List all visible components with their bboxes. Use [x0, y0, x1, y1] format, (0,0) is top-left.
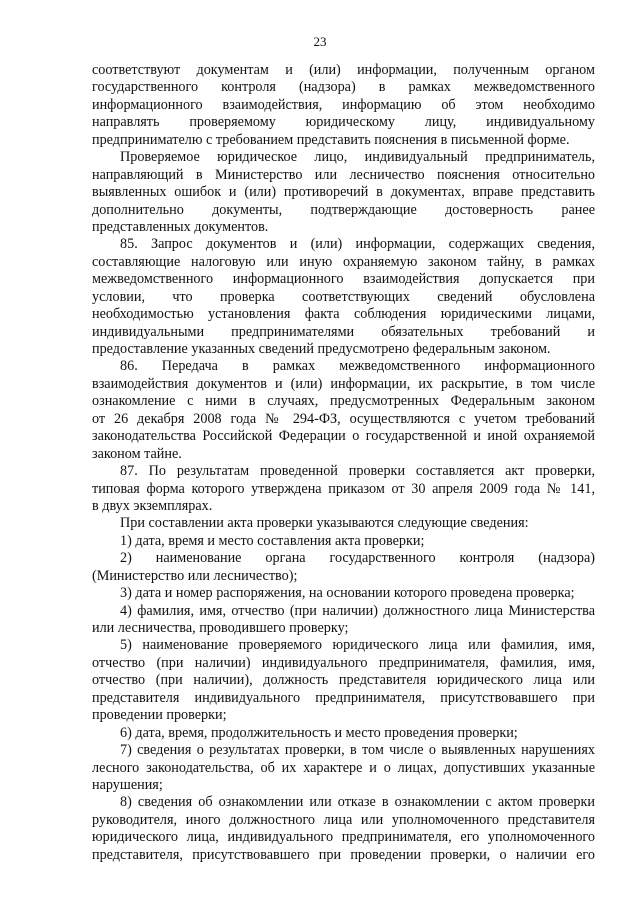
text-line: ознакомление с ними в случаях, предусмотренных Федеральным законом	[92, 393, 595, 410]
text-line: При составлении акта проверки указываются следующие сведения:	[120, 515, 529, 532]
text-line: 87. По результатам проведенной проверки составляется акт проверки,	[120, 463, 595, 480]
text-line: 5) наименование проверяемого юридического лица или фамилия, имя,	[120, 637, 595, 654]
text-line: Проверяемое юридическое лицо, индивидуальный предприниматель,	[120, 149, 595, 166]
text-line: от 26 декабря 2008 года № 294-ФЗ, осуществляются с учетом требований	[92, 410, 595, 427]
text-line: предоставление указанных сведений предусмотрено федеральным законом.	[92, 341, 551, 357]
text-line: 8) сведения об ознакомлении или отказе в ознакомлении с актом проверки	[120, 794, 595, 811]
text-line: взаимодействия документов и (или) информации, их раскрытие, в том числе	[92, 375, 595, 392]
text-line: руководителя, иного должностного лица или уполномоченного представителя	[92, 811, 595, 828]
text-line: государственного контроля (надзора) в рамках межведомственного	[92, 79, 595, 96]
text-line: или лесничества, проводившего проверку;	[92, 620, 349, 636]
text-line: 85. Запрос документов и (или) информации, содержащих сведения,	[120, 236, 595, 253]
text-line: 1) дата, время и место составления акта проверки;	[120, 532, 425, 549]
text-line: отчество (при наличии), должность представителя юридического лица или	[92, 672, 595, 689]
text-line: проведении проверки;	[92, 707, 227, 724]
text-line: законодательства Российской Федерации о государственной и иной охраняемой	[92, 428, 595, 445]
page-number: 23	[313, 34, 327, 49]
text-line: законом тайне.	[92, 445, 182, 462]
text-line: юридического лица, индивидуального предпринимателя, его уполномоченного	[92, 829, 595, 846]
text-line: направляющий в Министерство или лесничество пояснения относительно	[92, 166, 595, 183]
text-line: (Министерство или лесничество);	[92, 567, 298, 584]
text-line: предпринимателю с требованием представить пояснения в письменной форме.	[92, 131, 570, 148]
text-line: отчество (при наличии) индивидуального предпринимателя, фамилия, имя,	[92, 654, 595, 671]
text-line: представителя, присутствовавшего при проведении проверки, о наличии его	[92, 846, 595, 863]
text-line: индивидуальными предпринимателями обязательных требований и	[92, 323, 595, 340]
text-line: нарушения;	[92, 776, 163, 793]
text-line: 2) наименование органа государственного контроля (надзора)	[120, 550, 595, 567]
text-line: выявленных ошибок и (или) противоречий в документах, вправе представить	[92, 184, 595, 201]
text-line: дополнительно документы, подтверждающие достоверность ранее	[92, 201, 595, 218]
text-line: условии, что проверка соответствующих сведений обусловлена	[92, 288, 595, 305]
text-line: информационного взаимодействия, информацию об этом необходимо	[92, 96, 595, 113]
text-line: представленных документов.	[92, 218, 269, 235]
text-line: типовая форма которого утверждена приказом от 30 апреля 2009 года № 141,	[92, 480, 595, 497]
text-line: направлять проверяемому юридическому лицу, индивидуальному	[92, 114, 595, 131]
text-line: 6) дата, время, продолжительность и место проведения проверки;	[120, 724, 518, 741]
text-line: межведомственного информационного взаимодействия допускается при	[92, 271, 595, 288]
text-line: 7) сведения о результатах проверки, в том числе о выявленных нарушениях	[120, 742, 595, 759]
text-line: лесного законодательства, об их характере и о лицах, допустивших указанные	[92, 759, 595, 776]
text-line: соответствуют документам и (или) информации, полученным органом	[92, 62, 595, 78]
text-line: 4) фамилия, имя, отчество (при наличии) должностного лица Министерства	[120, 602, 595, 619]
document-body	[92, 62, 595, 864]
text-line: необходимостью установления факта соблюдения юридическими лицами,	[92, 306, 595, 323]
text-line: составляющие налоговую или иную охраняемую законом тайну, в рамках	[92, 253, 595, 270]
text-line: в двух экземплярах.	[92, 497, 213, 514]
text-line: 3) дата и номер распоряжения, на основании которого проведена проверка;	[120, 585, 575, 602]
text-line: представителя индивидуального предпринимателя, присутствовавшего при	[92, 689, 595, 706]
text-line: 86. Передача в рамках межведомственного информационного	[120, 358, 595, 375]
